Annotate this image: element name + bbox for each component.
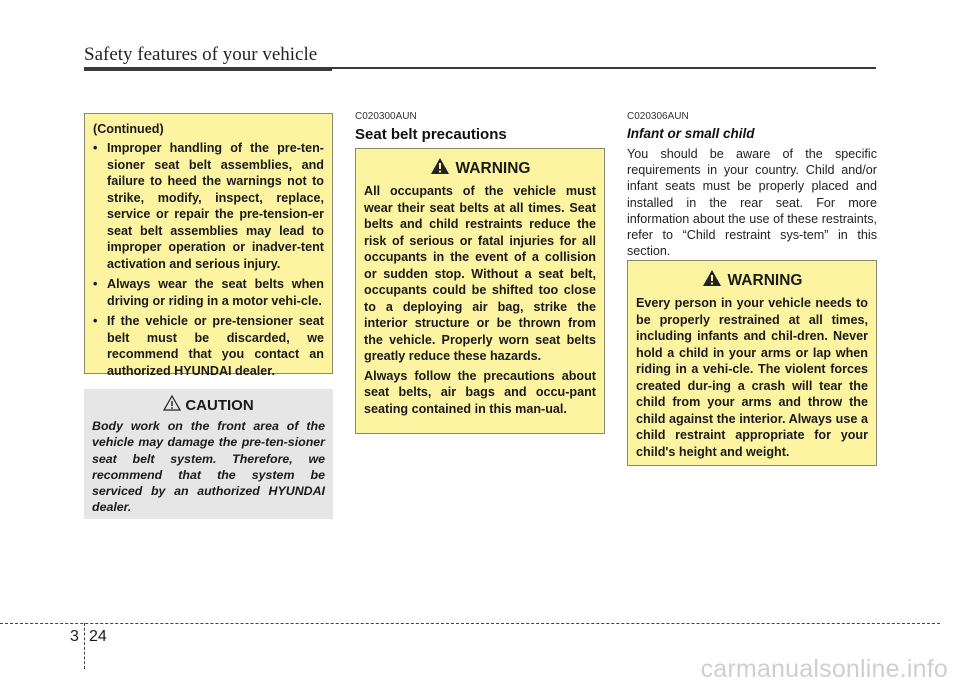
chapter-number: 3	[70, 628, 79, 645]
bullet-item	[93, 313, 324, 379]
warning-title: WARNING	[455, 159, 531, 177]
caution-title: CAUTION	[185, 397, 254, 414]
caution-header	[92, 395, 325, 416]
continued-warning-box	[84, 113, 333, 378]
warning-header	[636, 269, 868, 292]
warning-triangle-icon	[702, 269, 722, 292]
bullet-text: If the vehicle or pre-tensioner seat belt must be discarded, we recommend that you contact an authorized HYUNDAI dealer.	[107, 314, 324, 378]
section-code: C020306AUN	[627, 111, 689, 122]
subsection-title: Infant or small child	[627, 126, 755, 141]
watermark: carmanualsonline.info	[700, 655, 948, 683]
page-number: 24	[89, 628, 107, 645]
bullet-icon: •	[93, 277, 98, 291]
warning-paragraph: Always follow the precautions about seat belts, air bags and occu-pant seating contained in this man-ual.	[364, 368, 596, 416]
page-header-title: Safety features of your vehicle	[84, 44, 318, 65]
seat-belt-warning-box	[355, 148, 605, 434]
section-code: C020300AUN	[355, 111, 417, 122]
warning-header	[364, 157, 596, 180]
child-restraint-warning-box	[627, 260, 877, 466]
continued-bullet-list	[93, 140, 324, 379]
bullet-icon: •	[93, 314, 98, 328]
section-title: Seat belt precautions	[355, 126, 507, 143]
warning-paragraph: Every person in your vehicle needs to be properly restrained at all times, including infants and chil-dren. Never hold a child in your arms or lap when riding in a vehi-cle. The violent forces created dur-ing a crash will tear the child from your arms and throw the child against the interior. Always use a child restraint appropriate for your child's height and weight.	[636, 296, 868, 459]
bullet-item	[93, 140, 324, 272]
caution-box	[84, 389, 333, 519]
bullet-text: Improper handling of the pre-ten-sioner seat belt assemblies, and failure to heed the warnings not to strike, modify, inspect, replace, service or repair the pre-tension-er seat belt assemblies may lead to improper operation or inadver-tent activation and serious injury.	[107, 141, 324, 271]
footer-divider	[84, 623, 85, 669]
body-paragraph: You should be aware of the specific requirements in your country. Child and/or infant seats must be properly placed and installed in the rear seat. For more information about the use of these restraints, refer to “Child restraint sys-tem” in this section.	[627, 147, 877, 259]
bullet-text: Always wear the seat belts when driving or riding in a motor vehi-cle.	[107, 277, 324, 308]
caution-text: Body work on the front area of the vehicle may damage the pre-ten-sioner seat belt system. Therefore, we recommend that the system be serviced by an authorized HYUNDAI dealer.	[92, 419, 325, 515]
warning-paragraph: All occupants of the vehicle must wear their seat belts at all times. Seat belts and child restraints reduce the risk of serious or fatal injuries for all occupants in the event of a collision or sudden stop. Without a seat belt, occupants could be shifted too close to a deploying air bag, strike the interior structure or be thrown from the vehicle. Properly worn seat belts greatly reduce these hazards.	[364, 184, 596, 363]
warning-title: WARNING	[727, 271, 803, 289]
footer-rule	[0, 623, 940, 624]
bullet-icon: •	[93, 141, 98, 155]
warning-triangle-icon	[430, 157, 450, 180]
caution-triangle-icon	[163, 395, 181, 416]
continued-label: (Continued)	[93, 122, 164, 136]
header-rule-accent	[84, 67, 332, 71]
bullet-item	[93, 276, 324, 309]
